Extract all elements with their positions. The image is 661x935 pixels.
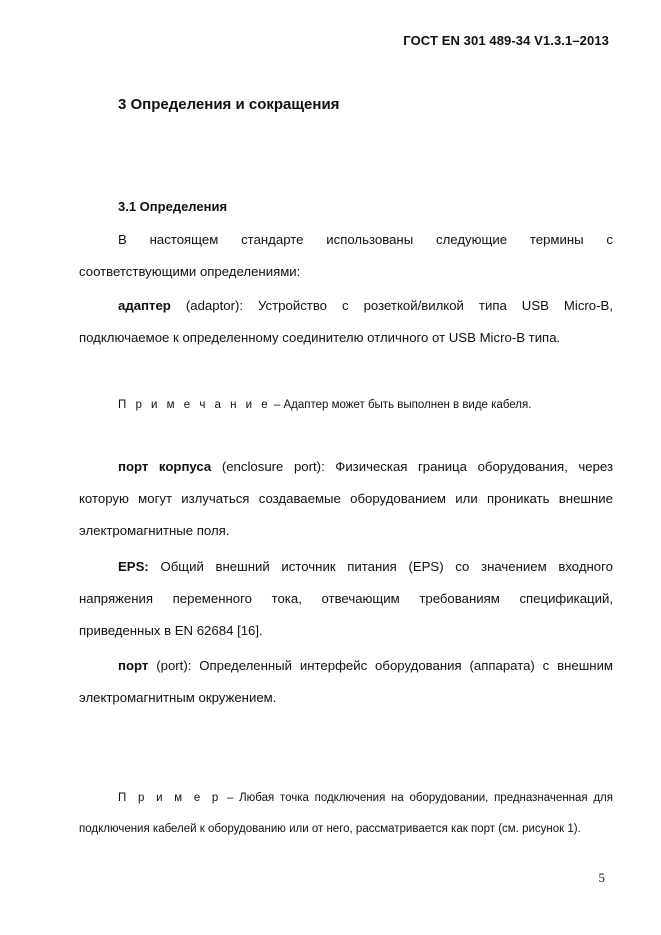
term-enclosure-port: порт корпуса: [118, 459, 212, 474]
definition-enclosure-port: [79, 451, 613, 547]
definition-port: [79, 650, 613, 714]
note-adapter: [79, 390, 613, 421]
definition-enclosure-port-text: (enclosure port): Физическая граница оборудования, через которую могут излучаться создаваемые оборудованием или проникать внешние электромагнитные поля.: [79, 459, 613, 538]
page-number: 5: [598, 870, 605, 885]
term-adapter: адаптер: [118, 298, 171, 313]
definition-eps: [79, 551, 613, 647]
intro-paragraph: [79, 224, 613, 288]
definition-adapter-text: (adaptor): Устройство с розеткой/вилкой типа USB Micro-B, подключаемое к определенному соединителю отличного от USB Micro-B типа.: [79, 298, 613, 345]
example-label: П р и м е р: [118, 792, 222, 804]
definition-eps-text: Общий внешний источник питания (EPS) со значением входного напряжения переменного тока, отвечающим требованиям спецификаций, приведенных в EN 62684 [16].: [79, 559, 613, 638]
definition-adapter: [79, 290, 613, 354]
subsection-title: 3.1 Определения: [118, 199, 228, 214]
example-port: [79, 783, 613, 845]
intro-text: В настоящем стандарте использованы следующие термины с соответствующими определениями:: [79, 232, 613, 279]
term-eps: EPS:: [118, 559, 149, 574]
example-text: – Любая точка подключения на оборудовании, предназначенная для подключения кабелей к оборудованию или от него, рассматривается как порт (см. рисунок 1).: [79, 792, 613, 835]
note-text: – Адаптер может быть выполнен в виде кабеля.: [270, 399, 532, 411]
section-title: 3 Определения и сокращения: [118, 96, 340, 113]
term-port: порт: [118, 658, 149, 673]
document-code-header: ГОСТ EN 301 489-34 V1.3.1–2013: [403, 33, 609, 48]
definition-port-text: (port): Определенный интерфейс оборудования (аппарата) с внешним электромагнитным окружением.: [79, 658, 613, 705]
note-label: П р и м е ч а н и е: [118, 399, 271, 411]
